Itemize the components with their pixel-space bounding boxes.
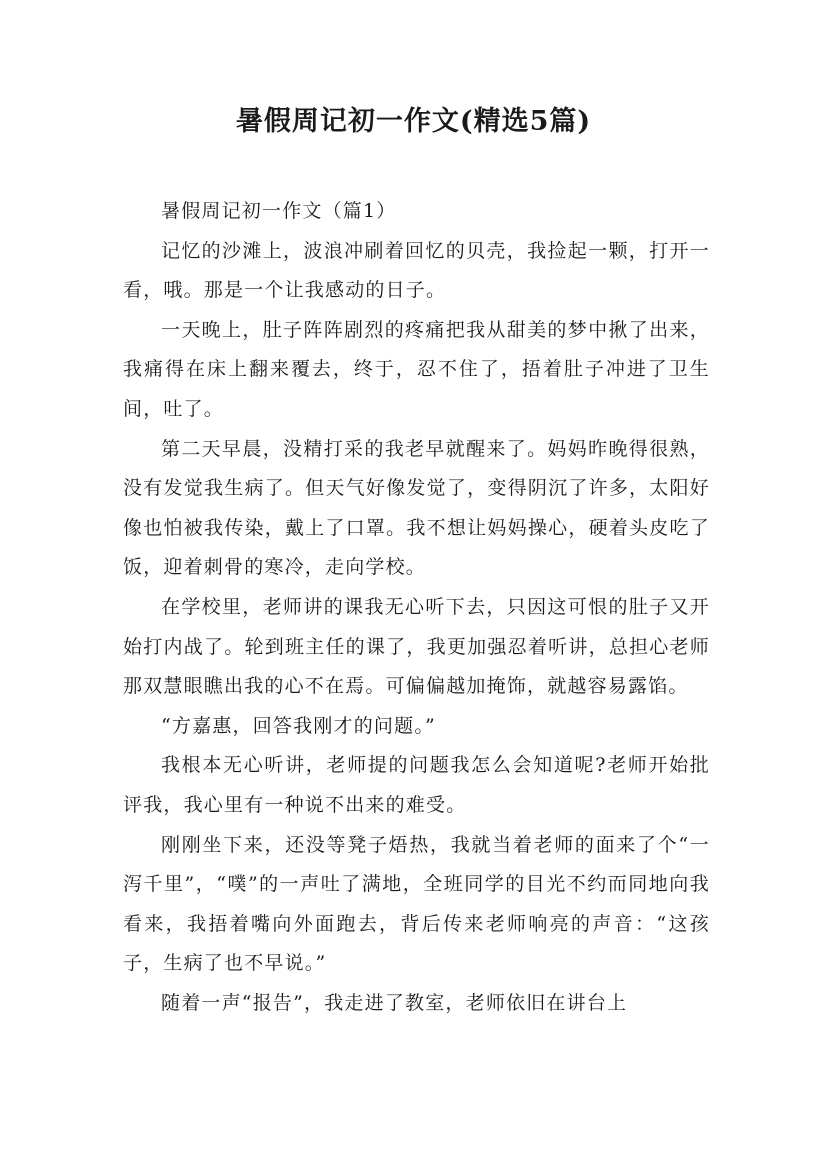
- paragraph: 刚刚坐下来，还没等凳子焐热，我就当着老师的面来了个“一泻千里”，“噗”的一声吐了满地，全班同学的目光不约而同地向我看来，我捂着嘴向外面跑去，背后传来老师响亮的声音：“这孩子，生病了也不早说。”: [123, 833, 710, 975]
- section-heading: 暑假周记初一作文（篇1）: [161, 200, 397, 222]
- paragraph: 记忆的沙滩上，波浪冲刷着回忆的贝壳，我捡起一颗，打开一看，哦。那是一个让我感动的日子。: [123, 239, 710, 302]
- document-title: 暑假周记初一作文(精选5篇): [235, 106, 592, 137]
- paragraph: 我根本无心听讲，老师提的问题我怎么会知道呢?老师开始批评我，我心里有一种说不出来的难受。: [123, 754, 710, 816]
- document-body: [123, 192, 710, 1023]
- paragraph: 随着一声“报告”，我走进了教室，老师依旧在讲台上: [161, 991, 628, 1014]
- paragraph: “方嘉惠，回答我刚才的问题。”: [161, 714, 436, 737]
- paragraph: 一天晚上，肚子阵阵剧烈的疼痛把我从甜美的梦中揪了出来，我痛得在床上翻来覆去，终于，忍不住了，捂着肚子冲进了卫生间，吐了。: [123, 318, 710, 420]
- paragraph: 第二天早晨，没精打采的我老早就醒来了。妈妈昨晚得很熟，没有发觉我生病了。但天气好像发觉了，变得阴沉了许多，太阳好像也怕被我传染，戴上了口罩。我不想让妈妈操心，硬着头皮吃了饭，迎着刺骨的寒冷，走向学校。: [123, 437, 710, 579]
- paragraph: 在学校里，老师讲的课我无心听下去，只因这可恨的肚子又开始打内战了。轮到班主任的课了，我更加强忍着听讲，总担心老师那双慧眼瞧出我的心不在焉。可偏偏越加掩饰，就越容易露馅。: [123, 595, 710, 698]
